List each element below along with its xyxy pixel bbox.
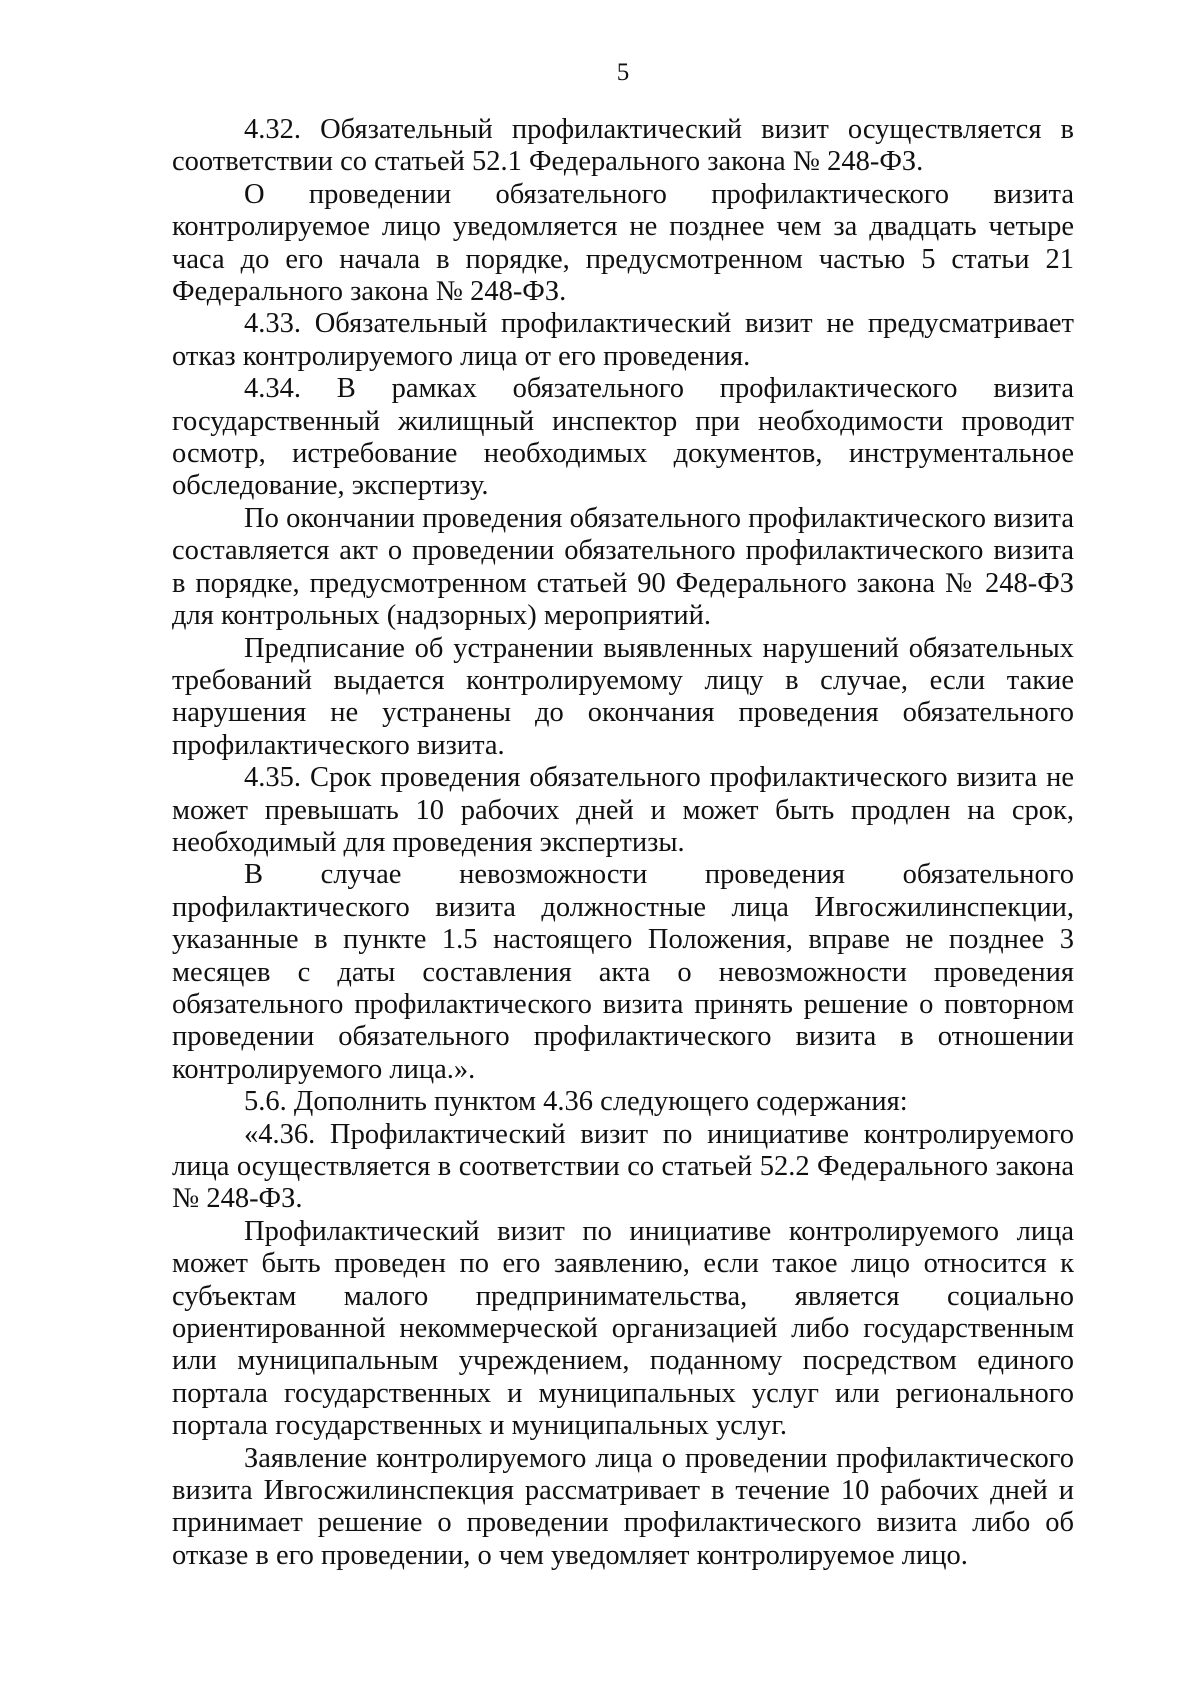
paragraph-impossibility: В случае невозможности проведения обязательного профилактического визита должностные лица Ивгосжилинспекции, указанные в пункте 1.5 настоящего Положения, вправе не позднее 3 месяцев с даты составления акта о невозможности проведения обязательного профилактического визита принять решение о повторном проведении обязательного профилактического визита в отношении контролируемого лица.». (172, 859, 1074, 1085)
paragraph-5-6: 5.6. Дополнить пунктом 4.36 следующего содержания: (244, 1086, 908, 1118)
paragraph-prescription: Предписание об устранении выявленных нарушений обязательных требований выдается контролируемому лицу в случае, если такие нарушения не устранены до окончания проведения обязательного профилактического визита. (172, 632, 1074, 761)
paragraph-4-32: 4.32. Обязательный профилактический визит осуществляется в соответствии со статьей 52.1 Федерального закона № 248-ФЗ. (172, 114, 1074, 178)
paragraph-4-36: «4.36. Профилактический визит по инициативе контролируемого лица осуществляется в соответствии со статьей 52.2 Федерального закона № 248-ФЗ. (172, 1118, 1074, 1215)
document-body (172, 114, 1074, 1572)
paragraph-act: По окончании проведения обязательного профилактического визита составляется акт о проведении обязательного профилактического визита в порядке, предусмотренном статьей 90 Федерального закона № 248-ФЗ для контрольных (надзорных) мероприятий. (172, 502, 1074, 632)
paragraph-notification: О проведении обязательного профилактического визита контролируемое лицо уведомляется не позднее чем за двадцать четыре часа до его начала в порядке, предусмотренном частью 5 статьи 21 Федерального закона № 248-ФЗ. (172, 178, 1074, 308)
paragraph-4-35: 4.35. Срок проведения обязательного профилактического визита не может превышать 10 рабочих дней и может быть продлен на срок, необходимый для проведения экспертизы. (172, 762, 1074, 858)
paragraph-4-34: 4.34. В рамках обязательного профилактического визита государственный жилищный инспектор при необходимости проводит осмотр, истребование необходимых документов, инструментальное обследование, экспертизу. (172, 373, 1074, 502)
paragraph-application: Заявление контролируемого лица о проведении профилактического визита Ивгосжилинспекция рассматривает в течение 10 рабочих дней и принимает решение о проведении профилактического визита либо об отказе в его проведении, о чем уведомляет контролируемое лицо. (172, 1442, 1074, 1571)
paragraph-4-33: 4.33. Обязательный профилактический визит не предусматривает отказ контролируемого лица от его проведения. (172, 308, 1074, 372)
page-number: 5 (616, 59, 630, 86)
paragraph-initiative-visit: Профилактический визит по инициативе контролируемого лица может быть проведен по его заявлению, если такое лицо относится к субъектам малого предпринимательства, является социально ориентированной некоммерческой организацией либо государственным или муниципальным учреждением, поданному посредством единого портала государственных и муниципальных услуг или регионального портала государственных и муниципальных услуг. (172, 1215, 1074, 1442)
